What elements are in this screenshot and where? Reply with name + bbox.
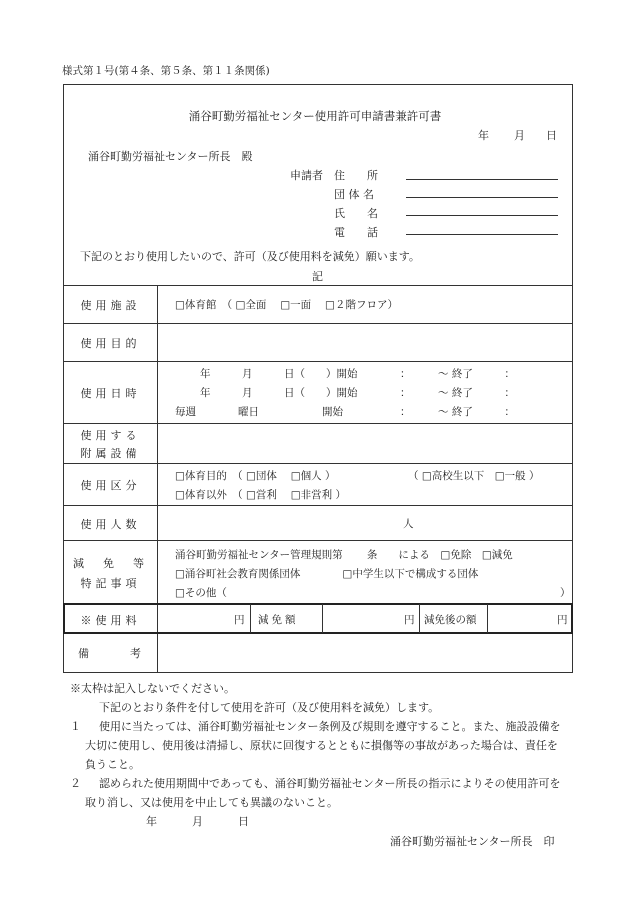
remarks-label: 備 考 [78, 647, 143, 660]
name-label: 氏 名 [334, 207, 378, 220]
datetime-end-1[interactable]: ～ 終了 ： [438, 368, 515, 380]
condition-2-line-1: 認められた使用期間中であっても、涌谷町勤労福祉センター所長の指示によりその使用許可を [99, 777, 561, 790]
footer-date-day: 日 [238, 815, 249, 828]
condition-2-line-2: 取り消し、又は使用を中止しても異議のないこと。 [85, 796, 338, 809]
condition-1-line-1: 使用に当たっては、涌谷町勤労福祉センター条例及び規則を遵守すること。また、施設設備を [99, 720, 561, 733]
phone-label: 電 話 [334, 226, 378, 239]
form-title: 涌谷町勤労福祉センター使用許可申請書兼許可書 [188, 109, 442, 123]
datetime-colon: ： [400, 387, 411, 399]
permission-text: 下記のとおり条件を付して使用を許可（及び使用料を減免）します。 [99, 701, 440, 714]
ki-label: 記 [312, 270, 323, 283]
datetime-end-2[interactable]: ～ 終了 ： [438, 387, 515, 399]
after-reduction-label: 減免後の額 [424, 614, 477, 626]
row-divider [63, 505, 573, 506]
name-field[interactable] [406, 215, 558, 216]
group-name-label: 団 体 名 [334, 188, 374, 201]
reduction-yen: 円 [404, 614, 415, 626]
fee-label: ※使用料 [80, 614, 141, 627]
category-label: 使用区分 [80, 479, 141, 492]
datetime-colon: ： [400, 406, 411, 418]
request-text: 下記のとおり使用したいので、許可（及び使用料を減免）願います。 [80, 250, 420, 263]
people-label: 使用人数 [80, 518, 141, 531]
purpose-label: 使用目的 [80, 337, 141, 350]
condition-1-line-2: 大切に使用し、使用後は清掃し、原状に回復するとともに損傷等の事故があった場合は、責任を [85, 739, 558, 752]
group-name-field[interactable] [406, 197, 558, 198]
equipment-label-2: 附属設備 [80, 447, 141, 460]
reduction-label: 減免額 [258, 614, 299, 626]
exemption-other-line[interactable]: □その他（ [175, 587, 227, 599]
addressee: 涌谷町勤労福祉センター所長 殿 [88, 150, 253, 163]
equipment-field[interactable] [158, 424, 572, 462]
condition-2-number: ２ [70, 777, 81, 790]
facility-label: 使用施設 [80, 299, 141, 312]
address-label: 住 所 [334, 169, 378, 182]
purpose-field[interactable] [158, 324, 572, 360]
remarks-field[interactable] [158, 633, 572, 672]
facility-options[interactable]: □体育館 （ □全面 □一面 □２階フロア） [175, 299, 398, 311]
condition-1-line-3: 負うこと。 [85, 758, 140, 771]
condition-1-number: １ [70, 720, 81, 733]
datetime-line-3[interactable]: 毎週 曜日 開始 [175, 406, 343, 418]
exemption-close-paren: ） [560, 587, 571, 599]
equipment-label-1: 使用する [80, 429, 141, 442]
exemption-group-line[interactable]: □涌谷町社会教育関係団体 □中学生以下で構成する団体 [175, 568, 479, 580]
exemption-rule-line[interactable]: 涌谷町勤労福祉センター管理規則第 条 による □免除 □減免 [175, 549, 513, 561]
category-other[interactable]: □体育以外 （ □営利 □非営利 ） [175, 489, 347, 501]
footer-date-month: 月 [192, 815, 203, 828]
fee-yen: 円 [234, 614, 245, 626]
applicant-label: 申請者 [290, 169, 323, 182]
datetime-end-3[interactable]: ～ 終了 ： [438, 406, 515, 418]
director-seal: 涌谷町勤労福祉センター所長 印 [390, 835, 555, 848]
footer-date-year: 年 [146, 815, 157, 828]
datetime-colon: ： [400, 368, 411, 380]
fee-divider [419, 604, 420, 633]
category-sports[interactable]: □体育目的 （ □団体 □個人 ） [175, 470, 336, 482]
fee-divider [322, 604, 323, 633]
datetime-line-1[interactable]: 年 月 日（ ）開始 [200, 368, 358, 380]
fee-divider [487, 604, 488, 633]
date-year: 年 [478, 129, 489, 142]
datetime-line-2[interactable]: 年 月 日（ ）開始 [200, 387, 358, 399]
after-reduction-yen: 円 [557, 614, 568, 626]
date-day: 日 [546, 129, 557, 142]
row-divider [63, 540, 573, 541]
people-unit: 人 [403, 518, 414, 530]
address-field[interactable] [406, 179, 558, 180]
exemption-label-2: 特記事項 [80, 577, 141, 590]
row-divider [63, 463, 573, 464]
thick-frame-note: ※太枠は記入しないでください。 [70, 682, 235, 695]
exemption-label-1: 減 免 等 [73, 557, 148, 570]
form-number: 様式第１号(第４条、第５条、第１１条関係) [62, 65, 270, 77]
phone-field[interactable] [406, 234, 558, 235]
datetime-label: 使用日時 [80, 387, 141, 400]
row-divider [63, 361, 573, 362]
table-top-line [63, 285, 573, 286]
category-age[interactable]: （ □高校生以下 □一般 ） [408, 470, 540, 482]
date-month: 月 [514, 129, 525, 142]
fee-divider [250, 604, 251, 633]
